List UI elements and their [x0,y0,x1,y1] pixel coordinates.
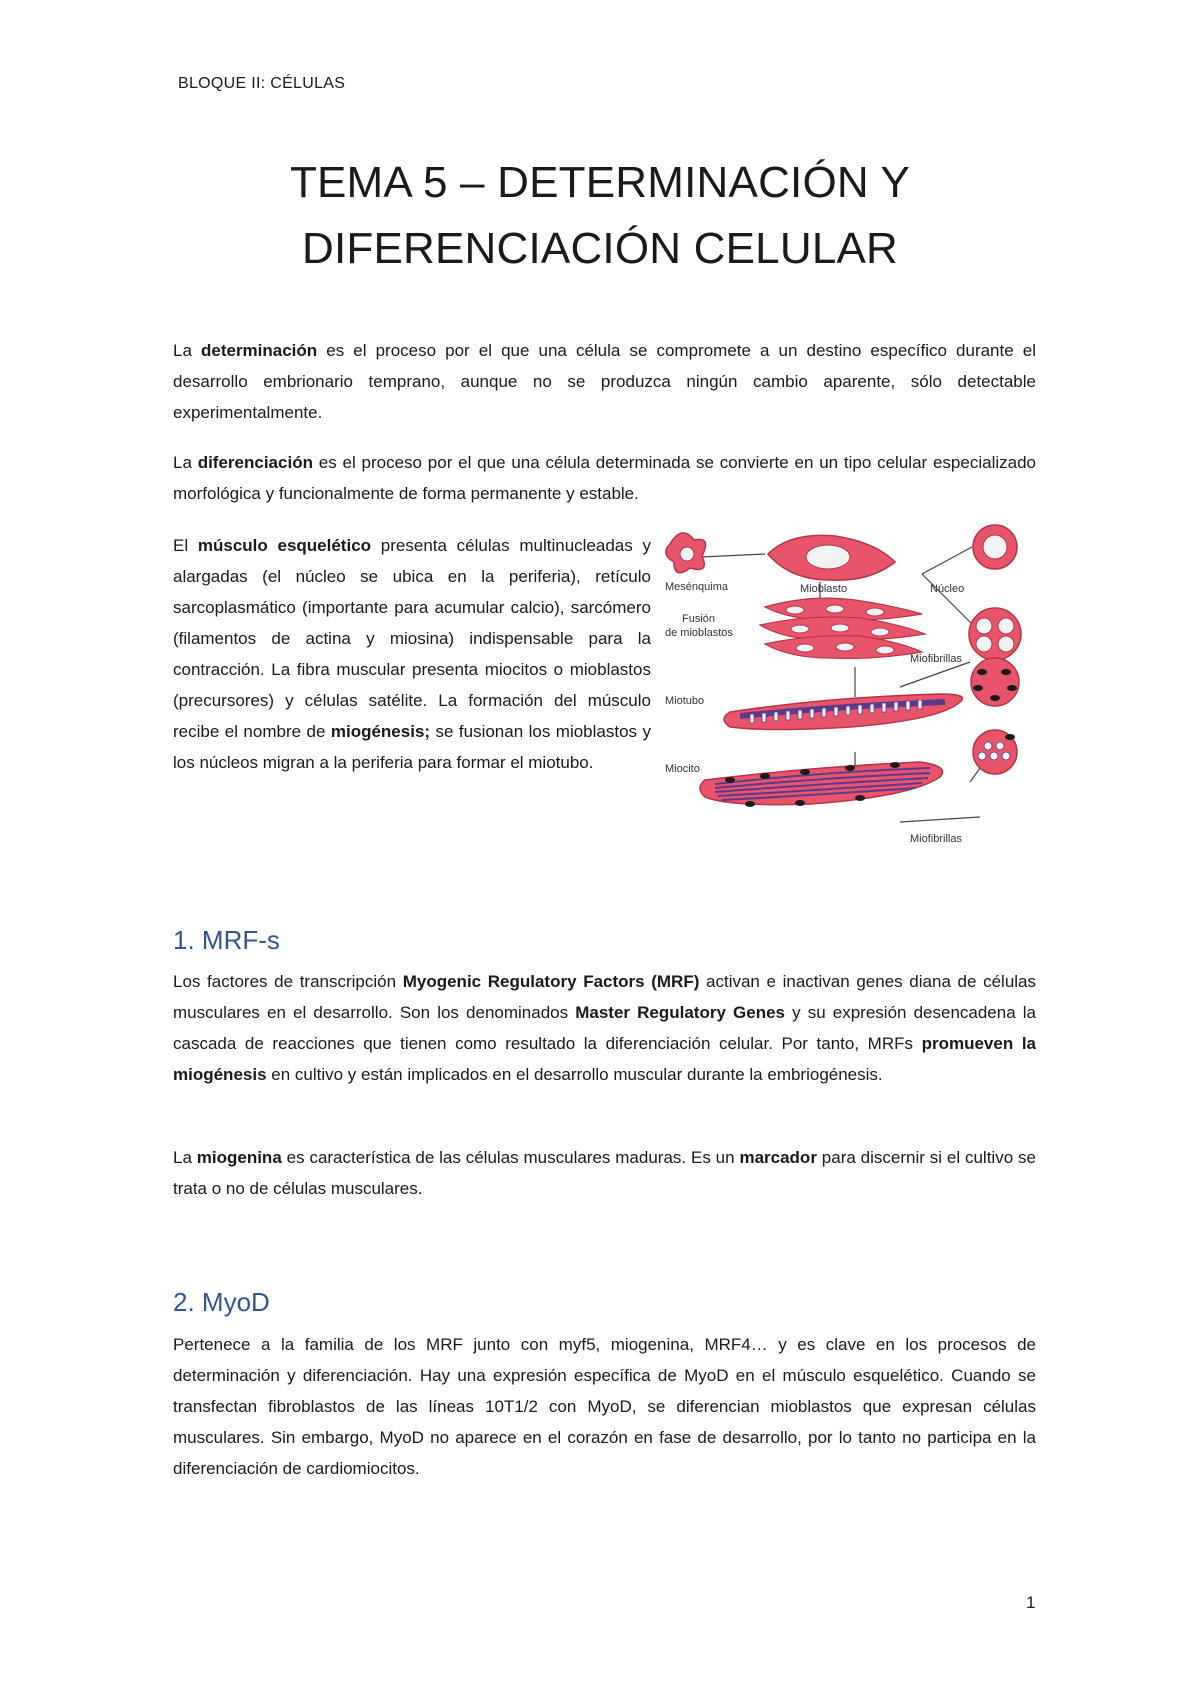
title-line-2: DIFERENCIACIÓN CELULAR [301,224,899,273]
page-number: 1 [1026,1593,1036,1612]
section-heading-myod: 2. MyoD [173,1287,270,1317]
paragraph-musculo-esqueletico: El músculo esquelético presenta células multinucleadas y alargadas (el núcleo se ubica en la periferia), retículo sarcoplasmático (importante para acumular calcio), sarcómero (filamentos de actina y miosina) indispensable para la contracción. La fibra muscular presenta miocitos o mioblastos (precursores) y células satélite. La formación del músculo recibe el nombre de miogénesis; se fusionan los mioblastos y los núcleos migran a la periferia para formar el miotubo. [173,536,651,772]
page-title [0,150,1200,282]
label-fusion-1: Fusión [682,613,716,625]
myocyte [700,762,943,807]
section-heading-mrf: 1. MRF-s [173,925,280,955]
label-mioblasto: Mioblasto [800,583,848,595]
paragraph-determinacion: La determinación es el proceso por el que una célula se compromete a un destino específico durante el desarrollo embrionario temprano, aunque no se produzca ningún cambio aparente, sólo detectable experimentalmente. [173,341,1036,422]
nucleus-detail [973,525,1017,569]
myotube [724,694,963,730]
paragraph-mrf: Los factores de transcripción Myogenic Regulatory Factors (MRF) activan e inactivan genes diana de células musculares en el desarrollo. Son los denominados Master Regulatory Genes y su expresión desencadena la cascada de reacciones que tienen como resultado la diferenciación celular. Por tanto, MRFs promueven la miogénesis en cultivo y están implicados en el desarrollo muscular durante la embriogénesis. [173,972,1037,1084]
myogenesis-figure [660,522,1040,867]
label-nucleo: Núcleo [930,583,965,595]
paragraph-myod: Pertenece a la familia de los MRF junto con myf5, miogenina, MRF4… y es clave en los procesos de determinación y diferenciación. Hay una expresión específica de MyoD en el músculo esquelético. Cuando se transfectan fibroblastos de las líneas 10T1/2 con MyoD, se diferencian mioblastos que expresan células musculares. Sin embargo, MyoD no aparece en el corazón en fase de desarrollo, por lo tanto no participa en la diferenciación de cardiomiocitos. [173,1335,1036,1478]
fused-nuclei-detail [969,608,1021,660]
label-miofibrillas-top: Miofibrillas [910,653,962,665]
label-mesenquima: Mesénquima [665,581,728,593]
title-line-1: TEMA 5 – DETERMINACIÓN Y [289,158,911,207]
label-miotubo: Miotubo [665,695,705,707]
myoblast-cell [768,535,895,580]
myofibrils-detail-bottom [973,730,1017,774]
paragraph-diferenciacion: La diferenciación es el proceso por el que una célula determinada se convierte en un tipo celular especializado morfológica y funcionalmente de forma permanente y estable. [173,453,1036,503]
label-fusion-2: de mioblastos [665,627,733,639]
paragraph-miogenina: La miogenina es característica de las células musculares maduras. Es un marcador para discernir si el cultivo se trata o no de células musculares. [173,1148,1036,1198]
label-miocito: Miocito [665,763,700,775]
running-header: BLOQUE II: CÉLULAS [178,75,346,92]
myofibrils-detail-top [971,658,1019,706]
label-miofibrillas-bottom: Miofibrillas [910,833,962,845]
mesenchyme-cell [666,533,706,573]
